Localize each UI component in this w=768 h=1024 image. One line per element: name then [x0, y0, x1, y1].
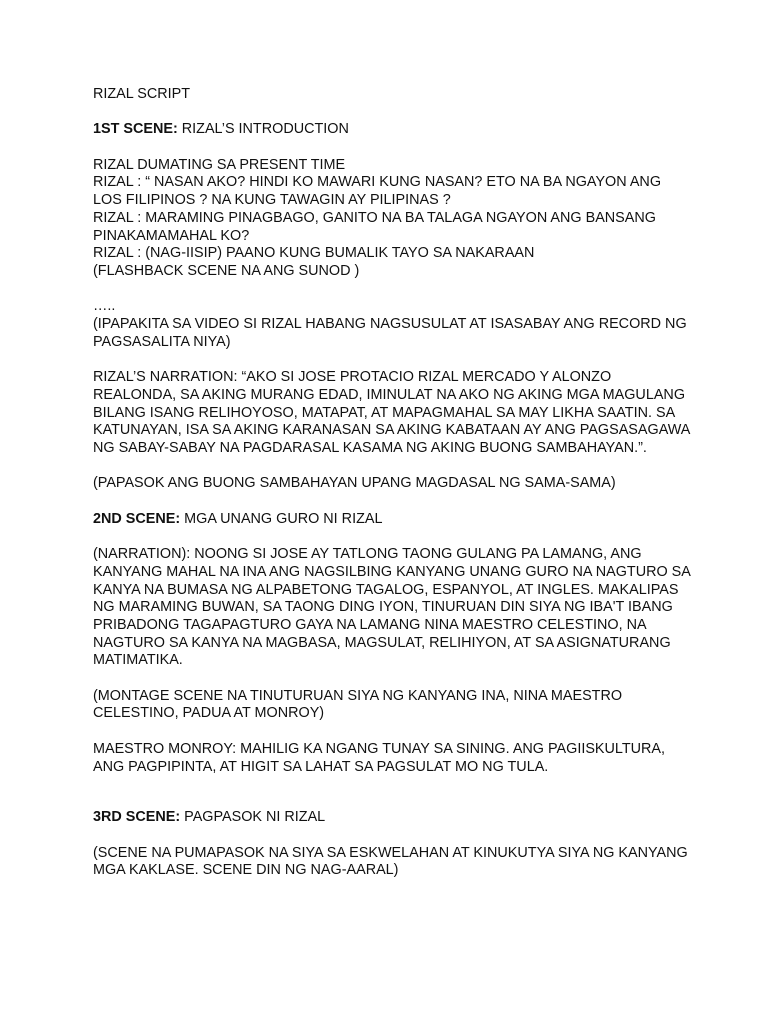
scene-1-header	[93, 121, 693, 139]
monroy-dialogue: MAESTRO MONROY: MAHILIG KA NGANG TUNAY SA SINING. ANG PAGIISKULTURA, ANG PAGPIPINTA, AT HIGIT SA LAHAT SA PAGSULAT MO NG TULA.	[93, 740, 666, 775]
script-line: (FLASHBACK SCENE NA ANG SUNOD )	[93, 263, 360, 279]
doc-title: RIZAL SCRIPT	[93, 86, 191, 102]
scene-3-title: PAGPASOK NI RIZAL	[180, 809, 326, 826]
ellipsis-line: …..	[93, 298, 116, 315]
family-direction: (PAPASOK ANG BUONG SAMBAHAYAN UPANG MAGDASAL NG SAMA-SAMA)	[93, 475, 616, 492]
script-line: RIZAL : MARAMING PINAGBAGO, GANITO NA BA TALAGA NGAYON ANG BANSANG PINAKAMAMAHAL KO?	[93, 209, 656, 244]
video-direction: (IPAPAKITA SA VIDEO SI RIZAL HABANG NAGSUSULAT AT ISASABAY ANG RECORD NG PAGSASALITA NIYA)	[93, 316, 687, 350]
scene-2-title: MGA UNANG GURO NI RIZAL	[180, 510, 383, 527]
scene-1-label: 1ST SCENE:	[93, 121, 178, 138]
script-line: RIZAL : (NAG-IISIP) PAANO KUNG BUMALIK TAYO SA NAKARAAN	[93, 245, 535, 262]
scene-1-title: RIZAL’S INTRODUCTION	[177, 121, 349, 138]
scene-3-header	[93, 809, 693, 827]
school-direction: (SCENE NA PUMAPASOK NA SIYA SA ESKWELAHAN AT KINUKUTYA SIYA NG KANYANG MGA KAKLASE. SCENE DIN NG NAG-AARAL)	[93, 844, 688, 879]
scene-2-label: 2ND SCENE:	[93, 510, 181, 527]
teachers-narration: (NARRATION): NOONG SI JOSE AY TATLONG TAONG GULANG PA LAMANG, ANG KANYANG MAHAL NA INA ANG NAGSILBING KANYANG UNANG GURO NA NAGTURO SA KANYA NA BUMASA NG ALPABETONG TAGALOG, ESPANYOL, AT INGLES. MAKALIPAS NG MARAMING BUWAN, SA TAONG DING IYON, TINURUAN DIN SIYA NG IBA'T IBANG PRIBADONG TAGAPAGTURO GAYA NA LAMANG NINA MAESTRO CELESTINO, NA NAGTURO SA KANYA NA MAGBASA, MAGSULAT, RELIHIYON, AT SA ASIGNATURANG MATIMATIKA.	[93, 546, 691, 669]
scene-2-header	[93, 511, 693, 529]
script-line: RIZAL : “ NASAN AKO? HINDI KO MAWARI KUNG NASAN? ETO NA BA NGAYON ANG LOS FILIPINOS ? NA KUNG TAWAGIN AY PILIPINAS ?	[93, 174, 662, 209]
rizal-narration: RIZAL’S NARRATION: “AKO SI JOSE PROTACIO RIZAL MERCADO Y ALONZO REALONDA, SA AKING MURANG EDAD, IMINULAT NA AKO NG AKING MGA MAGULANG BILANG ISANG RELIHOYOSO, MATAPAT, AT MAPAGMAHAL SA MAY LIKHA SAATIN. SA KATUNAYAN, ISA SA AKING KARANASAN SA AKING KABATAAN AY ANG PAGSASAGAWA NG SABAY-SABAY NA PAGDARASAL KASAMA NG AKING BUONG SAMBAHAYAN.”.	[93, 369, 690, 456]
scene-3-label: 3RD SCENE:	[93, 809, 181, 826]
script-line: RIZAL DUMATING SA PRESENT TIME	[93, 156, 346, 173]
montage-direction: (MONTAGE SCENE NA TINUTURUAN SIYA NG KANYANG INA, NINA MAESTRO CELESTINO, PADUA AT MONROY)	[93, 687, 623, 722]
document-page	[93, 86, 693, 880]
